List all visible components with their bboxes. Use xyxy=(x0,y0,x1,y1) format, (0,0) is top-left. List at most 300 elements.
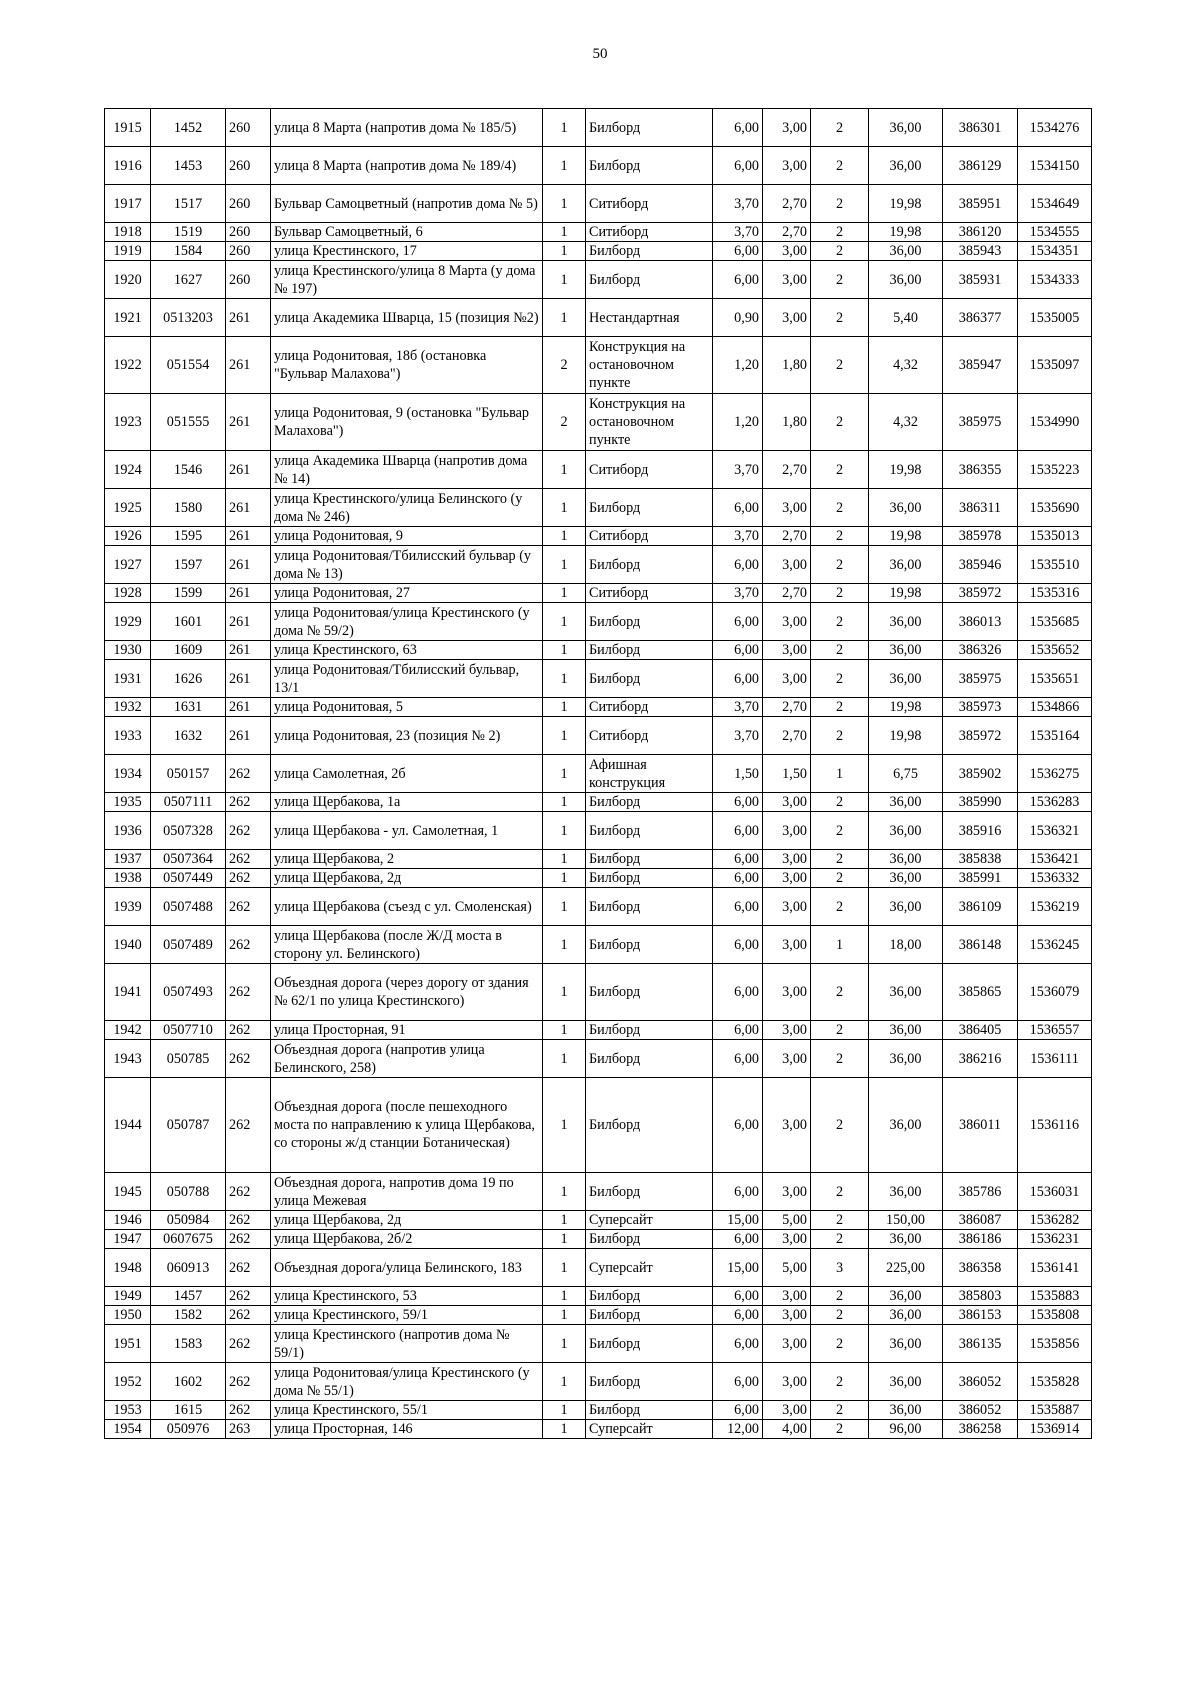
height-cell: 3,00 xyxy=(763,546,811,584)
x-coordinate-cell: 386153 xyxy=(943,1306,1018,1325)
area-cell: 19,98 xyxy=(869,451,943,489)
table-row xyxy=(105,869,1092,888)
code-cell: 0513203 xyxy=(151,299,226,337)
row-number-cell: 1918 xyxy=(105,223,151,242)
height-cell: 2,70 xyxy=(763,223,811,242)
sides-cell: 1 xyxy=(543,546,586,584)
height-cell: 3,00 xyxy=(763,641,811,660)
area-cell: 36,00 xyxy=(869,546,943,584)
table-row xyxy=(105,1420,1092,1439)
area-cell: 36,00 xyxy=(869,1287,943,1306)
address-cell: улица Крестинского, 59/1 xyxy=(271,1306,543,1325)
area-cell: 36,00 xyxy=(869,793,943,812)
y-coordinate-cell: 1536111 xyxy=(1018,1040,1092,1078)
table-row xyxy=(105,489,1092,527)
faces-cell: 2 xyxy=(811,546,869,584)
sides-cell: 1 xyxy=(543,109,586,147)
row-number-cell: 1932 xyxy=(105,698,151,717)
faces-cell: 2 xyxy=(811,299,869,337)
width-cell: 3,70 xyxy=(713,451,763,489)
y-coordinate-cell: 1536219 xyxy=(1018,888,1092,926)
table-row xyxy=(105,926,1092,964)
table-row xyxy=(105,147,1092,185)
address-cell: улица Родонитовая/Тбилисский бульвар (у дома № 13) xyxy=(271,546,543,584)
x-coordinate-cell: 386120 xyxy=(943,223,1018,242)
area-cell: 19,98 xyxy=(869,185,943,223)
table-row xyxy=(105,394,1092,451)
table-row xyxy=(105,1021,1092,1040)
height-cell: 3,00 xyxy=(763,261,811,299)
type-cell: Билборд xyxy=(586,850,713,869)
faces-cell: 2 xyxy=(811,812,869,850)
height-cell: 3,00 xyxy=(763,850,811,869)
address-cell: улица Самолетная, 2б xyxy=(271,755,543,793)
type-cell: Ситиборд xyxy=(586,451,713,489)
zone-cell: 261 xyxy=(226,489,271,527)
width-cell: 3,70 xyxy=(713,185,763,223)
zone-cell: 262 xyxy=(226,926,271,964)
width-cell: 6,00 xyxy=(713,1306,763,1325)
faces-cell: 2 xyxy=(811,1325,869,1363)
table-row xyxy=(105,850,1092,869)
faces-cell: 2 xyxy=(811,451,869,489)
area-cell: 36,00 xyxy=(869,1363,943,1401)
area-cell: 18,00 xyxy=(869,926,943,964)
zone-cell: 262 xyxy=(226,888,271,926)
address-cell: улица Щербакова, 2д xyxy=(271,869,543,888)
width-cell: 6,00 xyxy=(713,1078,763,1173)
row-number-cell: 1936 xyxy=(105,812,151,850)
row-number-cell: 1949 xyxy=(105,1287,151,1306)
area-cell: 225,00 xyxy=(869,1249,943,1287)
type-cell: Билборд xyxy=(586,546,713,584)
sides-cell: 1 xyxy=(543,489,586,527)
height-cell: 2,70 xyxy=(763,698,811,717)
y-coordinate-cell: 1536332 xyxy=(1018,869,1092,888)
address-cell: улица Щербакова, 2б/2 xyxy=(271,1230,543,1249)
sides-cell: 1 xyxy=(543,1211,586,1230)
area-cell: 19,98 xyxy=(869,223,943,242)
height-cell: 3,00 xyxy=(763,1078,811,1173)
height-cell: 3,00 xyxy=(763,299,811,337)
area-cell: 4,32 xyxy=(869,337,943,394)
address-cell: Объездная дорога (напротив улица Белинского, 258) xyxy=(271,1040,543,1078)
faces-cell: 2 xyxy=(811,1363,869,1401)
area-cell: 19,98 xyxy=(869,527,943,546)
faces-cell: 2 xyxy=(811,1021,869,1040)
faces-cell: 2 xyxy=(811,1306,869,1325)
faces-cell: 1 xyxy=(811,926,869,964)
row-number-cell: 1931 xyxy=(105,660,151,698)
address-cell: улица Крестинского/улица Белинского (у дома № 246) xyxy=(271,489,543,527)
table-row xyxy=(105,1306,1092,1325)
row-number-cell: 1950 xyxy=(105,1306,151,1325)
row-number-cell: 1917 xyxy=(105,185,151,223)
address-cell: улица Родонитовая/улица Крестинского (у дома № 59/2) xyxy=(271,603,543,641)
x-coordinate-cell: 385916 xyxy=(943,812,1018,850)
row-number-cell: 1926 xyxy=(105,527,151,546)
address-cell: улица 8 Марта (напротив дома № 185/5) xyxy=(271,109,543,147)
table-row xyxy=(105,223,1092,242)
area-cell: 19,98 xyxy=(869,698,943,717)
row-number-cell: 1916 xyxy=(105,147,151,185)
type-cell: Билборд xyxy=(586,964,713,1021)
table-row xyxy=(105,755,1092,793)
table-row xyxy=(105,1040,1092,1078)
x-coordinate-cell: 385943 xyxy=(943,242,1018,261)
code-cell: 1452 xyxy=(151,109,226,147)
sides-cell: 1 xyxy=(543,1420,586,1439)
area-cell: 36,00 xyxy=(869,147,943,185)
y-coordinate-cell: 1534351 xyxy=(1018,242,1092,261)
y-coordinate-cell: 1535223 xyxy=(1018,451,1092,489)
width-cell: 6,00 xyxy=(713,641,763,660)
row-number-cell: 1920 xyxy=(105,261,151,299)
faces-cell: 2 xyxy=(811,527,869,546)
code-cell: 1615 xyxy=(151,1401,226,1420)
code-cell: 051555 xyxy=(151,394,226,451)
zone-cell: 261 xyxy=(226,337,271,394)
sides-cell: 1 xyxy=(543,1040,586,1078)
code-cell: 1627 xyxy=(151,261,226,299)
height-cell: 3,00 xyxy=(763,603,811,641)
height-cell: 2,70 xyxy=(763,527,811,546)
x-coordinate-cell: 385946 xyxy=(943,546,1018,584)
height-cell: 4,00 xyxy=(763,1420,811,1439)
type-cell: Билборд xyxy=(586,641,713,660)
zone-cell: 262 xyxy=(226,964,271,1021)
height-cell: 2,70 xyxy=(763,185,811,223)
code-cell: 1601 xyxy=(151,603,226,641)
zone-cell: 261 xyxy=(226,394,271,451)
table-row xyxy=(105,1249,1092,1287)
zone-cell: 260 xyxy=(226,147,271,185)
table-row xyxy=(105,1173,1092,1211)
type-cell: Афишная конструкция xyxy=(586,755,713,793)
sides-cell: 1 xyxy=(543,1173,586,1211)
sides-cell: 1 xyxy=(543,1401,586,1420)
row-number-cell: 1944 xyxy=(105,1078,151,1173)
faces-cell: 2 xyxy=(811,1230,869,1249)
table-row xyxy=(105,584,1092,603)
sides-cell: 1 xyxy=(543,812,586,850)
faces-cell: 2 xyxy=(811,850,869,869)
faces-cell: 2 xyxy=(811,1078,869,1173)
faces-cell: 2 xyxy=(811,698,869,717)
table-row xyxy=(105,698,1092,717)
zone-cell: 262 xyxy=(226,1401,271,1420)
y-coordinate-cell: 1534866 xyxy=(1018,698,1092,717)
y-coordinate-cell: 1536421 xyxy=(1018,850,1092,869)
x-coordinate-cell: 385838 xyxy=(943,850,1018,869)
table-row xyxy=(105,603,1092,641)
code-cell: 1626 xyxy=(151,660,226,698)
width-cell: 6,00 xyxy=(713,964,763,1021)
faces-cell: 2 xyxy=(811,1040,869,1078)
code-cell: 1583 xyxy=(151,1325,226,1363)
height-cell: 3,00 xyxy=(763,1325,811,1363)
address-cell: улица Просторная, 146 xyxy=(271,1420,543,1439)
type-cell: Билборд xyxy=(586,1306,713,1325)
x-coordinate-cell: 385990 xyxy=(943,793,1018,812)
page-number: 50 xyxy=(592,46,608,62)
x-coordinate-cell: 385975 xyxy=(943,394,1018,451)
width-cell: 6,00 xyxy=(713,660,763,698)
area-cell: 5,40 xyxy=(869,299,943,337)
sides-cell: 1 xyxy=(543,660,586,698)
y-coordinate-cell: 1536321 xyxy=(1018,812,1092,850)
y-coordinate-cell: 1535856 xyxy=(1018,1325,1092,1363)
y-coordinate-cell: 1535316 xyxy=(1018,584,1092,603)
area-cell: 4,32 xyxy=(869,394,943,451)
row-number-cell: 1942 xyxy=(105,1021,151,1040)
zone-cell: 262 xyxy=(226,755,271,793)
width-cell: 6,00 xyxy=(713,147,763,185)
x-coordinate-cell: 386326 xyxy=(943,641,1018,660)
zone-cell: 262 xyxy=(226,1173,271,1211)
height-cell: 5,00 xyxy=(763,1211,811,1230)
height-cell: 3,00 xyxy=(763,489,811,527)
y-coordinate-cell: 1534333 xyxy=(1018,261,1092,299)
zone-cell: 260 xyxy=(226,109,271,147)
area-cell: 36,00 xyxy=(869,1078,943,1173)
sides-cell: 1 xyxy=(543,1287,586,1306)
table-row xyxy=(105,527,1092,546)
y-coordinate-cell: 1535887 xyxy=(1018,1401,1092,1420)
row-number-cell: 1935 xyxy=(105,793,151,812)
y-coordinate-cell: 1534649 xyxy=(1018,185,1092,223)
code-cell: 1595 xyxy=(151,527,226,546)
faces-cell: 1 xyxy=(811,755,869,793)
height-cell: 3,00 xyxy=(763,812,811,850)
address-cell: улица 8 Марта (напротив дома № 189/4) xyxy=(271,147,543,185)
type-cell: Билборд xyxy=(586,888,713,926)
sides-cell: 1 xyxy=(543,299,586,337)
area-cell: 36,00 xyxy=(869,1040,943,1078)
registry-body xyxy=(105,109,1092,1439)
height-cell: 3,00 xyxy=(763,109,811,147)
table-row xyxy=(105,1325,1092,1363)
registry-table xyxy=(104,108,1092,1439)
width-cell: 15,00 xyxy=(713,1211,763,1230)
sides-cell: 1 xyxy=(543,717,586,755)
address-cell: улица Крестинского, 55/1 xyxy=(271,1401,543,1420)
area-cell: 6,75 xyxy=(869,755,943,793)
sides-cell: 1 xyxy=(543,1078,586,1173)
sides-cell: 1 xyxy=(543,584,586,603)
type-cell: Билборд xyxy=(586,1287,713,1306)
address-cell: Объездная дорога, напротив дома 19 по улица Межевая xyxy=(271,1173,543,1211)
height-cell: 3,00 xyxy=(763,1287,811,1306)
row-number-cell: 1940 xyxy=(105,926,151,964)
x-coordinate-cell: 385951 xyxy=(943,185,1018,223)
y-coordinate-cell: 1536245 xyxy=(1018,926,1092,964)
sides-cell: 1 xyxy=(543,964,586,1021)
x-coordinate-cell: 386186 xyxy=(943,1230,1018,1249)
address-cell: улица Крестинского/улица 8 Марта (у дома № 197) xyxy=(271,261,543,299)
type-cell: Ситиборд xyxy=(586,223,713,242)
row-number-cell: 1937 xyxy=(105,850,151,869)
width-cell: 3,70 xyxy=(713,584,763,603)
type-cell: Билборд xyxy=(586,261,713,299)
zone-cell: 261 xyxy=(226,527,271,546)
width-cell: 6,00 xyxy=(713,1287,763,1306)
width-cell: 1,20 xyxy=(713,394,763,451)
type-cell: Билборд xyxy=(586,109,713,147)
table-row xyxy=(105,717,1092,755)
y-coordinate-cell: 1535651 xyxy=(1018,660,1092,698)
zone-cell: 261 xyxy=(226,641,271,660)
area-cell: 36,00 xyxy=(869,812,943,850)
address-cell: улица Крестинского, 53 xyxy=(271,1287,543,1306)
type-cell: Билборд xyxy=(586,926,713,964)
y-coordinate-cell: 1535828 xyxy=(1018,1363,1092,1401)
width-cell: 6,00 xyxy=(713,546,763,584)
type-cell: Конструкция на остановочном пункте xyxy=(586,394,713,451)
height-cell: 2,70 xyxy=(763,717,811,755)
zone-cell: 260 xyxy=(226,261,271,299)
type-cell: Билборд xyxy=(586,242,713,261)
table-row xyxy=(105,261,1092,299)
row-number-cell: 1941 xyxy=(105,964,151,1021)
sides-cell: 1 xyxy=(543,1021,586,1040)
sides-cell: 1 xyxy=(543,261,586,299)
code-cell: 1584 xyxy=(151,242,226,261)
row-number-cell: 1923 xyxy=(105,394,151,451)
height-cell: 3,00 xyxy=(763,1401,811,1420)
row-number-cell: 1946 xyxy=(105,1211,151,1230)
faces-cell: 3 xyxy=(811,1249,869,1287)
address-cell: улица Крестинского (напротив дома № 59/1) xyxy=(271,1325,543,1363)
y-coordinate-cell: 1536079 xyxy=(1018,964,1092,1021)
area-cell: 36,00 xyxy=(869,242,943,261)
address-cell: улица Родонитовая, 27 xyxy=(271,584,543,603)
table-row xyxy=(105,660,1092,698)
x-coordinate-cell: 385973 xyxy=(943,698,1018,717)
width-cell: 1,50 xyxy=(713,755,763,793)
x-coordinate-cell: 386109 xyxy=(943,888,1018,926)
area-cell: 36,00 xyxy=(869,964,943,1021)
code-cell: 0507449 xyxy=(151,869,226,888)
row-number-cell: 1938 xyxy=(105,869,151,888)
height-cell: 2,70 xyxy=(763,584,811,603)
x-coordinate-cell: 386087 xyxy=(943,1211,1018,1230)
code-cell: 1546 xyxy=(151,451,226,489)
address-cell: улица Просторная, 91 xyxy=(271,1021,543,1040)
faces-cell: 2 xyxy=(811,223,869,242)
sides-cell: 1 xyxy=(543,1325,586,1363)
address-cell: Объездная дорога (после пешеходного моста по направлению к улица Щербакова, со стороны ж/д станции Ботаническая) xyxy=(271,1078,543,1173)
type-cell: Билборд xyxy=(586,1040,713,1078)
sides-cell: 1 xyxy=(543,1363,586,1401)
code-cell: 050788 xyxy=(151,1173,226,1211)
row-number-cell: 1934 xyxy=(105,755,151,793)
table-row xyxy=(105,888,1092,926)
height-cell: 3,00 xyxy=(763,660,811,698)
address-cell: Бульвар Самоцветный, 6 xyxy=(271,223,543,242)
sides-cell: 1 xyxy=(543,223,586,242)
zone-cell: 262 xyxy=(226,1287,271,1306)
area-cell: 36,00 xyxy=(869,850,943,869)
zone-cell: 261 xyxy=(226,451,271,489)
y-coordinate-cell: 1536031 xyxy=(1018,1173,1092,1211)
area-cell: 36,00 xyxy=(869,1325,943,1363)
width-cell: 6,00 xyxy=(713,242,763,261)
type-cell: Билборд xyxy=(586,1325,713,1363)
area-cell: 150,00 xyxy=(869,1211,943,1230)
width-cell: 3,70 xyxy=(713,223,763,242)
height-cell: 3,00 xyxy=(763,1173,811,1211)
address-cell: улица Академика Шварца, 15 (позиция №2) xyxy=(271,299,543,337)
height-cell: 3,00 xyxy=(763,147,811,185)
faces-cell: 2 xyxy=(811,869,869,888)
x-coordinate-cell: 386377 xyxy=(943,299,1018,337)
area-cell: 36,00 xyxy=(869,869,943,888)
type-cell: Билборд xyxy=(586,147,713,185)
area-cell: 36,00 xyxy=(869,109,943,147)
table-row xyxy=(105,451,1092,489)
y-coordinate-cell: 1535164 xyxy=(1018,717,1092,755)
type-cell: Билборд xyxy=(586,1021,713,1040)
sides-cell: 2 xyxy=(543,337,586,394)
y-coordinate-cell: 1536231 xyxy=(1018,1230,1092,1249)
area-cell: 36,00 xyxy=(869,1021,943,1040)
faces-cell: 2 xyxy=(811,641,869,660)
sides-cell: 1 xyxy=(543,755,586,793)
area-cell: 36,00 xyxy=(869,1173,943,1211)
address-cell: улица Крестинского, 63 xyxy=(271,641,543,660)
type-cell: Билборд xyxy=(586,1230,713,1249)
zone-cell: 262 xyxy=(226,793,271,812)
y-coordinate-cell: 1536914 xyxy=(1018,1420,1092,1439)
faces-cell: 2 xyxy=(811,1173,869,1211)
x-coordinate-cell: 385978 xyxy=(943,527,1018,546)
faces-cell: 2 xyxy=(811,147,869,185)
sides-cell: 1 xyxy=(543,793,586,812)
code-cell: 1632 xyxy=(151,717,226,755)
row-number-cell: 1919 xyxy=(105,242,151,261)
code-cell: 1580 xyxy=(151,489,226,527)
area-cell: 36,00 xyxy=(869,641,943,660)
x-coordinate-cell: 386301 xyxy=(943,109,1018,147)
table-row xyxy=(105,242,1092,261)
x-coordinate-cell: 385803 xyxy=(943,1287,1018,1306)
code-cell: 1582 xyxy=(151,1306,226,1325)
type-cell: Суперсайт xyxy=(586,1249,713,1287)
sides-cell: 1 xyxy=(543,888,586,926)
row-number-cell: 1947 xyxy=(105,1230,151,1249)
area-cell: 36,00 xyxy=(869,888,943,926)
zone-cell: 263 xyxy=(226,1420,271,1439)
table-row xyxy=(105,1287,1092,1306)
x-coordinate-cell: 385975 xyxy=(943,660,1018,698)
type-cell: Билборд xyxy=(586,793,713,812)
sides-cell: 1 xyxy=(543,527,586,546)
type-cell: Билборд xyxy=(586,660,713,698)
code-cell: 051554 xyxy=(151,337,226,394)
width-cell: 1,20 xyxy=(713,337,763,394)
faces-cell: 2 xyxy=(811,1211,869,1230)
x-coordinate-cell: 386216 xyxy=(943,1040,1018,1078)
area-cell: 36,00 xyxy=(869,1306,943,1325)
x-coordinate-cell: 386358 xyxy=(943,1249,1018,1287)
code-cell: 1453 xyxy=(151,147,226,185)
type-cell: Билборд xyxy=(586,1173,713,1211)
zone-cell: 262 xyxy=(226,1363,271,1401)
y-coordinate-cell: 1535690 xyxy=(1018,489,1092,527)
faces-cell: 2 xyxy=(811,242,869,261)
y-coordinate-cell: 1535652 xyxy=(1018,641,1092,660)
